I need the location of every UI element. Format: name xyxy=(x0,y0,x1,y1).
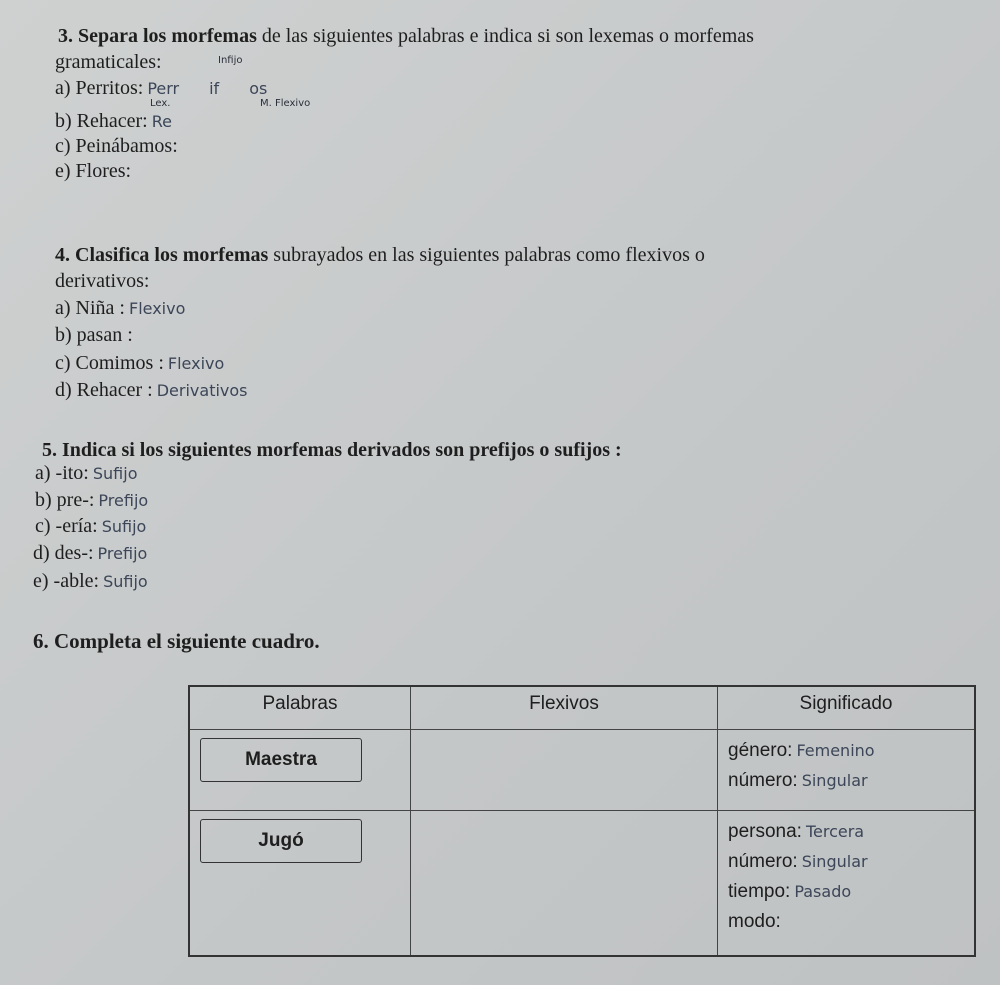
cell-meanings xyxy=(718,811,976,956)
answer: Flexivo xyxy=(128,299,186,318)
meaning-line xyxy=(728,821,964,843)
label: c) Comimos : xyxy=(55,352,164,374)
label: e) -able: xyxy=(33,570,100,592)
q3-item-a xyxy=(55,78,267,98)
meaning-key: tiempo: xyxy=(728,881,791,903)
q3-title-bold: 3. Separa los morfemas xyxy=(58,25,257,47)
morpheme-table xyxy=(188,685,976,957)
q4-item-b: b) pasan : xyxy=(55,324,133,346)
answer: Prefijo xyxy=(97,544,148,563)
meaning-value: Femenino xyxy=(796,741,875,760)
answer: Perr xyxy=(147,79,180,98)
word-box: Jugó xyxy=(200,819,362,863)
meaning-key: número: xyxy=(728,851,798,873)
answer: Sufijo xyxy=(103,572,148,591)
cell-word xyxy=(189,811,411,956)
cell-word xyxy=(189,730,411,811)
label: b) Rehacer: xyxy=(55,110,148,132)
meaning-value: Tercera xyxy=(805,822,865,842)
cell-meanings xyxy=(718,730,976,811)
q4-title xyxy=(55,245,705,265)
meaning-key: modo: xyxy=(728,911,781,933)
q3-title-line2: gramaticales: xyxy=(55,51,162,73)
label: d) Rehacer : xyxy=(55,379,153,401)
answer: Sufijo xyxy=(92,464,138,483)
label: a) Perritos: xyxy=(55,77,144,99)
meaning-value: Singular xyxy=(801,771,868,790)
q4-item-a xyxy=(55,298,185,318)
q3-item-e: e) Flores: xyxy=(55,160,132,182)
answer: Sufijo xyxy=(101,517,147,536)
q5-item-d xyxy=(33,543,147,563)
q3-item-b xyxy=(55,111,172,131)
table-row xyxy=(189,730,975,811)
q4-title-bold: 4. Clasifica los morfemas xyxy=(55,244,269,266)
annot-flexivo: M. Flexivo xyxy=(260,98,311,109)
q5-item-c xyxy=(35,516,146,536)
meaning-value: Singular xyxy=(801,852,868,872)
meaning-key: persona: xyxy=(728,821,802,843)
q3-item-c: c) Peinábamos: xyxy=(55,135,178,157)
table-header xyxy=(189,686,975,730)
cell-flexivos[interactable] xyxy=(411,811,718,956)
q5-title: 5. Indica si los siguientes morfemas derivados son prefijos o sufijos : xyxy=(42,439,622,461)
annot-lex: Lex. xyxy=(150,98,171,109)
meaning-key: género: xyxy=(728,740,793,761)
annot-infijo: Infijo xyxy=(218,55,243,66)
meaning-line xyxy=(728,851,964,873)
cell-flexivos[interactable] xyxy=(411,730,718,811)
answer: Prefijo xyxy=(98,491,149,510)
header-palabras: Palabras xyxy=(189,686,411,730)
answer: Flexivo xyxy=(167,354,225,373)
meaning-key: número: xyxy=(728,770,798,791)
header-significado: Significado xyxy=(718,686,976,730)
q5-item-e xyxy=(33,571,148,591)
label: a) Niña : xyxy=(55,297,125,319)
q4-item-d xyxy=(55,380,248,400)
q4-title-rest: subrayados en las siguientes palabras como flexivos o xyxy=(268,244,705,266)
word-box: Maestra xyxy=(200,738,362,782)
q3-title-rest: de las siguientes palabras e indica si son lexemas o morfemas xyxy=(256,25,754,47)
table-row xyxy=(189,811,975,956)
answer: Re xyxy=(151,112,172,131)
label: c) -ería: xyxy=(35,515,98,537)
meaning-line xyxy=(728,740,964,762)
answer-part: os xyxy=(249,79,268,98)
answer-part: if xyxy=(209,79,220,98)
meaning-line xyxy=(728,911,964,933)
header-flexivos: Flexivos xyxy=(411,686,718,730)
q5-item-b xyxy=(35,490,148,510)
q3-title xyxy=(58,26,754,46)
label: b) pre-: xyxy=(35,489,95,511)
answer: Derivativos xyxy=(156,381,248,400)
label: a) -ito: xyxy=(35,462,89,484)
label: d) des-: xyxy=(33,542,94,564)
q4-title-line2: derivativos: xyxy=(55,270,150,292)
q5-item-a xyxy=(35,463,137,483)
meaning-value: Pasado xyxy=(794,882,852,902)
meaning-line xyxy=(728,881,964,903)
meaning-line xyxy=(728,770,964,792)
q6-title: 6. Completa el siguiente cuadro. xyxy=(33,629,320,653)
q4-item-c xyxy=(55,353,224,373)
